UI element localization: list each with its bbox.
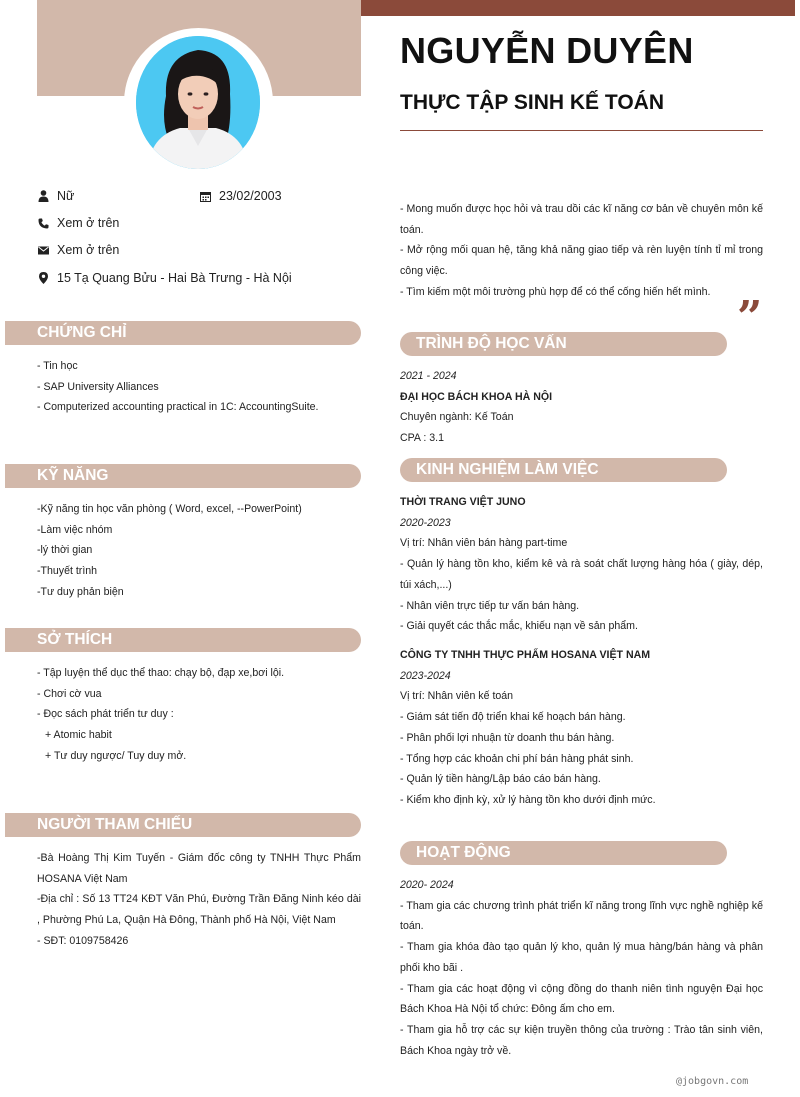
section-skills-header: KỸ NĂNG <box>5 464 361 488</box>
activities-period: 2020- 2024 <box>400 879 454 891</box>
job-title: THỰC TẬP SINH KẾ TOÁN <box>400 91 664 114</box>
job-period: 2020-2023 <box>400 516 451 529</box>
avatar <box>136 36 260 169</box>
address-value: 15 Tạ Quang Bửu - Hai Bà Trưng - Hà Nội <box>57 271 292 285</box>
career-objective <box>400 199 763 303</box>
list-item: -lý thời gian <box>37 544 93 557</box>
experience-job-1 <box>400 492 763 637</box>
company-name: THỜI TRANG VIỆT JUNO <box>400 496 526 508</box>
job-duty: - Phân phối lợi nhuận từ doanh thu bán hàng. <box>400 731 615 744</box>
gender-value: Nữ <box>57 189 75 203</box>
education-block <box>400 366 763 449</box>
list-item: -Kỹ năng tin học văn phòng ( Word, excel, --PowerPoint) <box>37 503 302 515</box>
section-education-header: TRÌNH ĐỘ HỌC VẤN <box>400 332 727 356</box>
list-item: -Làm việc nhóm <box>37 523 113 536</box>
certificates-list <box>37 356 361 418</box>
list-item: -Tư duy phản biện <box>37 585 124 598</box>
mail-icon <box>37 244 50 257</box>
job-duty: - Quản lý hàng tồn kho, kiểm kê và rà soát chất lượng hàng hóa ( giày, dép, túi xách,...) <box>400 558 763 591</box>
job-duty: - Quản lý tiền hàng/Lập báo cáo bán hàng. <box>400 773 601 786</box>
title-divider <box>400 130 763 131</box>
phone-value: Xem ở trên <box>57 216 120 230</box>
info-email <box>37 243 119 257</box>
calendar-icon <box>199 190 212 203</box>
info-phone <box>37 216 119 230</box>
job-duty: - Kiểm kho định kỳ, xử lý hàng tồn kho dưới định mức. <box>400 793 656 806</box>
person-icon <box>37 190 50 203</box>
location-pin-icon <box>37 272 50 285</box>
major: Chuyên ngành: Kế Toán <box>400 411 514 424</box>
job-period: 2023-2024 <box>400 669 451 682</box>
section-experience-header: KINH NGHIỆM LÀM VIỆC <box>400 458 727 482</box>
list-item: - Chơi cờ vua <box>37 687 102 700</box>
reference-line: - SĐT: 0109758426 <box>37 934 129 947</box>
quote-icon: ” <box>737 292 763 343</box>
job-duty: - Tổng hợp các khoản chi phí bán hàng phát sinh. <box>400 752 634 765</box>
education-period: 2021 - 2024 <box>400 370 457 382</box>
references-list <box>37 848 361 952</box>
objective-line: - Mong muốn được học hỏi và trau dồi các kĩ năng cơ bản về chuyên môn kế toán. <box>400 203 763 236</box>
info-address <box>37 271 292 285</box>
list-item: -Thuyết trình <box>37 565 98 578</box>
experience-job-2 <box>400 645 763 811</box>
watermark: @jobgovn.com <box>676 1076 749 1087</box>
objective-line: - Mở rộng mối quan hệ, tăng khả năng giao tiếp và rèn luyện tính tỉ mỉ trong công việc. <box>400 244 763 278</box>
reference-line: -Bà Hoàng Thị Kim Tuyến - Giám đốc công ty TNHH Thực Phẩm HOSANA Việt Nam <box>37 852 361 885</box>
email-value: Xem ở trên <box>57 243 120 257</box>
info-birthday <box>199 189 282 203</box>
section-certificates-header: CHỨNG CHỈ <box>5 321 361 345</box>
list-item: + Tư duy ngược/ Tuy duy mở. <box>45 749 187 762</box>
job-duty: - Nhân viên trực tiếp tư vấn bán hàng. <box>400 599 580 612</box>
list-item: - Computerized accounting practical in 1C: AccountingSuite. <box>37 401 319 414</box>
list-item: - Tin học <box>37 360 78 372</box>
activities-block <box>400 875 763 1061</box>
section-hobbies-header: SỞ THÍCH <box>5 628 361 652</box>
reference-line: -Địa chỉ : Số 13 TT24 KĐT Văn Phú, Đường Trần Đăng Ninh kéo dài , Phường Phú La, Quận Hà Đông, Thành phố Hà Nội, Việt Nam <box>37 893 361 927</box>
job-position: Vị trí: Nhân viên kế toán <box>400 690 514 703</box>
activity-item: - Tham gia các hoạt động vì cộng đồng do thanh niên tình nguyện Đại học Bách Khoa Hà Nội tổ chức: Đông ấm cho em. <box>400 982 763 1016</box>
list-item: - SAP University Alliances <box>37 380 159 393</box>
phone-icon <box>37 217 50 230</box>
job-position: Vị trí: Nhân viên bán hàng part-time <box>400 537 568 550</box>
job-duty: - Giám sát tiến độ triển khai kế hoạch bán hàng. <box>400 711 626 724</box>
gpa: CPA : 3.1 <box>400 432 444 445</box>
objective-line: - Tìm kiếm một môi trường phù hợp để có thể cống hiến hết mình. <box>400 285 711 298</box>
list-item: - Tập luyện thể dục thể thao: chạy bộ, đạp xe,bơi lội. <box>37 667 285 679</box>
activity-item: - Tham gia khóa đào tạo quản lý kho, quản lý mua hàng/bán hàng và phân phối kho bãi . <box>400 941 763 974</box>
job-duty: - Giải quyết các thắc mắc, khiếu nạn về sản phẩm. <box>400 620 638 633</box>
candidate-name: NGUYỄN DUYÊN <box>400 30 694 71</box>
info-gender <box>37 189 74 203</box>
skills-list <box>37 499 361 603</box>
company-name: CÔNG TY TNHH THỰC PHẨM HOSANA VIỆT NAM <box>400 649 651 661</box>
section-references-header: NGƯỜI THAM CHIẾU <box>5 813 361 837</box>
activity-item: - Tham gia hỗ trợ các sự kiện truyền thông của trường : Trào tân sinh viên, Bách Khoa ngày trở về. <box>400 1023 763 1057</box>
list-item: - Đọc sách phát triển tư duy : <box>37 708 174 721</box>
birthday-value: 23/02/2003 <box>219 189 282 203</box>
hobbies-list <box>37 663 361 767</box>
school-name: ĐẠI HỌC BÁCH KHOA HÀ NỘI <box>400 390 553 403</box>
section-activities-header: HOẠT ĐỘNG <box>400 841 727 865</box>
list-item: + Atomic habit <box>45 729 112 742</box>
top-accent-bar <box>361 0 795 16</box>
activity-item: - Tham gia các chương trình phát triển kĩ năng trong lĩnh vực nghề nghiệp kế toán. <box>400 899 763 933</box>
profile-photo <box>136 36 260 169</box>
